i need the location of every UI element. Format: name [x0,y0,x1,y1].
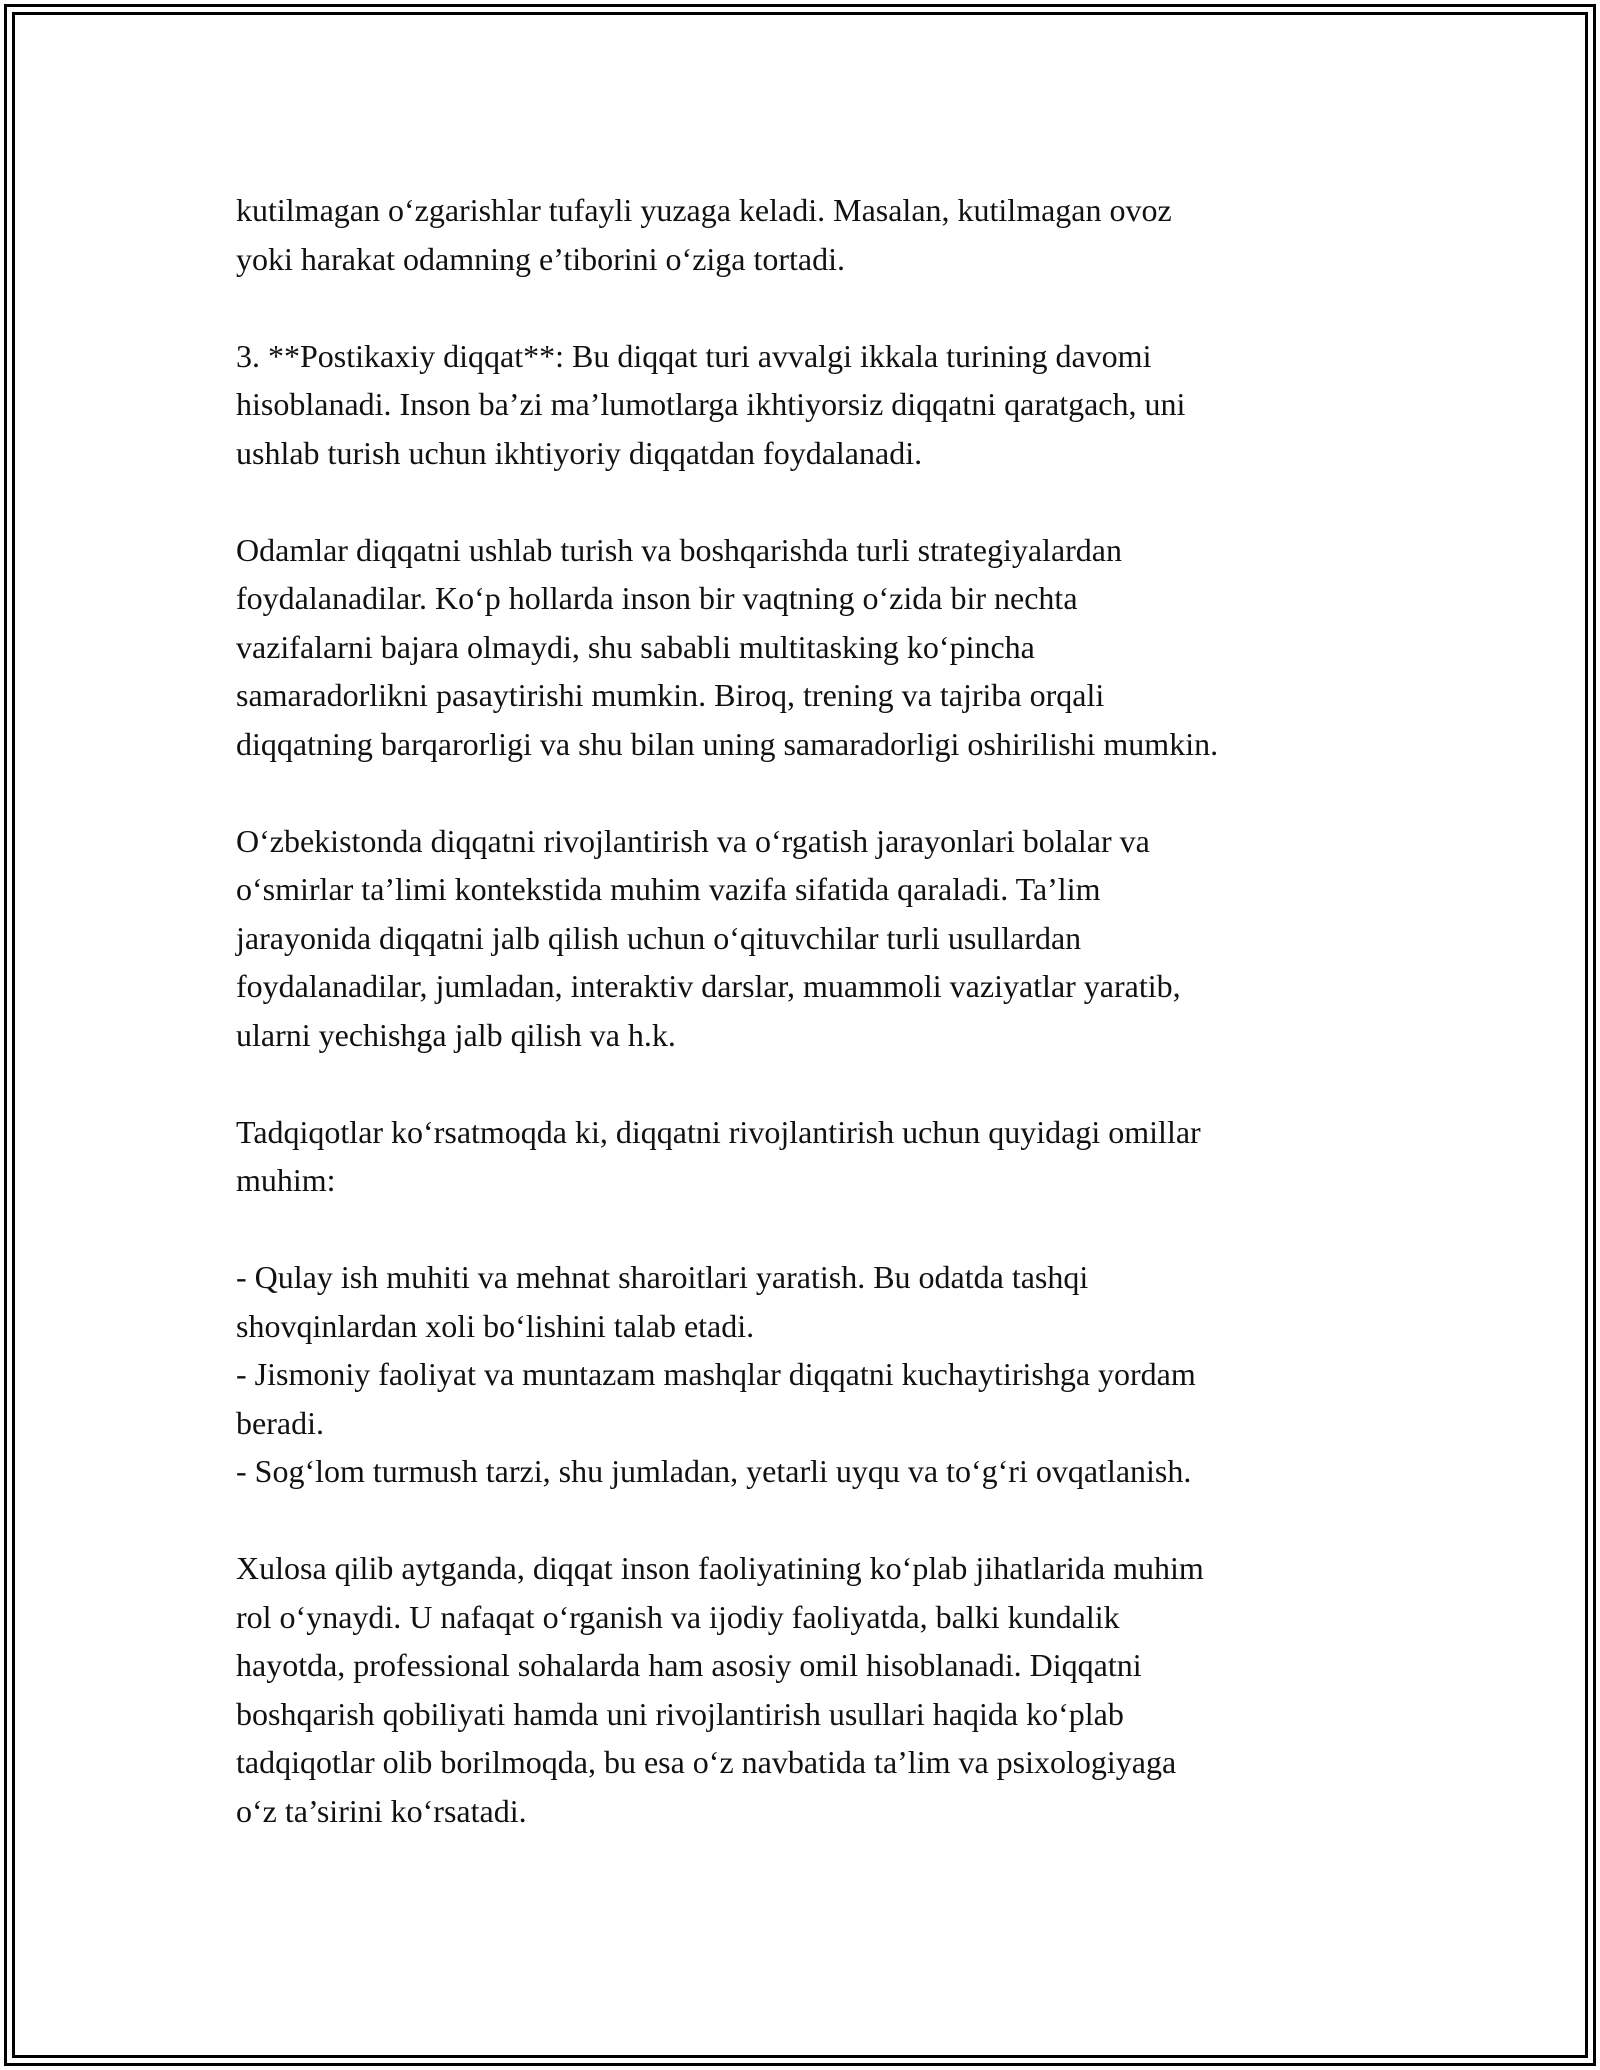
paragraph-involuntary-attention-end: kutilmagan o‘zgarishlar tufayli yuzaga keladi. Masalan, kutilmagan ovoz yoki harakat odamning e’tiborini o‘ziga tortadi. [236,192,1172,277]
paragraph-conclusion: Xulosa qilib aytganda, diqqat inson faoliyatining ko‘plab jihatlarida muhim rol o‘ynaydi. U nafaqat o‘rganish va ijodiy faoliyatda, balki kundalik hayotda, professional sohalarda ham asosiy omil hisoblanadi. Diqqatni boshqarish qobiliyati hamda uni rivojlantirish usullari haqida ko‘plab tadqiqotlar olib borilmoqda, bu esa o‘z navbatida ta’lim va psixologiyaga o‘z ta’sirini ko‘rsatadi. [236,1550,1204,1829]
list-item: - Jismoniy faoliyat va muntazam mashqlar diqqatni kuchaytirishga yordam beradi. [236,1356,1196,1441]
paragraph-postvoluntary-attention: 3. **Postikaxiy diqqat**: Bu diqqat turi avvalgi ikkala turining davomi hisoblanadi. Inson ba’zi ma’lumotlarga ikhtiyorsiz diqqatni qaratgach, uni ushlab turish uchun ikhtiyoriy diqqatdan foydalanadi. [236,337,1186,471]
list-item: - Sog‘lom turmush tarzi, shu jumladan, yetarli uyqu va to‘g‘ri ovqatlanish. [236,1453,1192,1489]
paragraph-uzbekistan-education: O‘zbekistonda diqqatni rivojlantirish va o‘rgatish jarayonlari bolalar va o‘smirlar ta’limi kontekstida muhim vazifa sifatida qaraladi. Ta’lim jarayonida diqqatni jalb qilish uchun o‘qituvchilar turli usullardan foydalanadilar, jumladan, interaktiv darslar, muammoli vaziyatlar yaratib, ularni yechishga jalb qilish va h.k. [236,822,1181,1053]
document-body [236,186,1366,1884]
list-item: - Qulay ish muhiti va mehnat sharoitlari yaratish. Bu odatda tashqi shovqinlardan xoli bo‘lishini talab etadi. [236,1259,1089,1344]
paragraph-attention-strategies: Odamlar diqqatni ushlab turish va boshqarishda turli strategiyalardan foydalanadilar. Ko‘p hollarda inson bir vaqtning o‘zida bir nechta vazifalarni bajara olmaydi, shu sababli multitasking ko‘pincha samaradorlikni pasaytirishi mumkin. Biroq, trening va tajriba orqali diqqatning barqarorligi va shu bilan uning samaradorligi oshirilishi mumkin. [236,531,1219,762]
factors-list [236,1253,1366,1496]
paragraph-research-factors: Tadqiqotlar ko‘rsatmoqda ki, diqqatni rivojlantirish uchun quyidagi omillar muhim: [236,1113,1201,1198]
